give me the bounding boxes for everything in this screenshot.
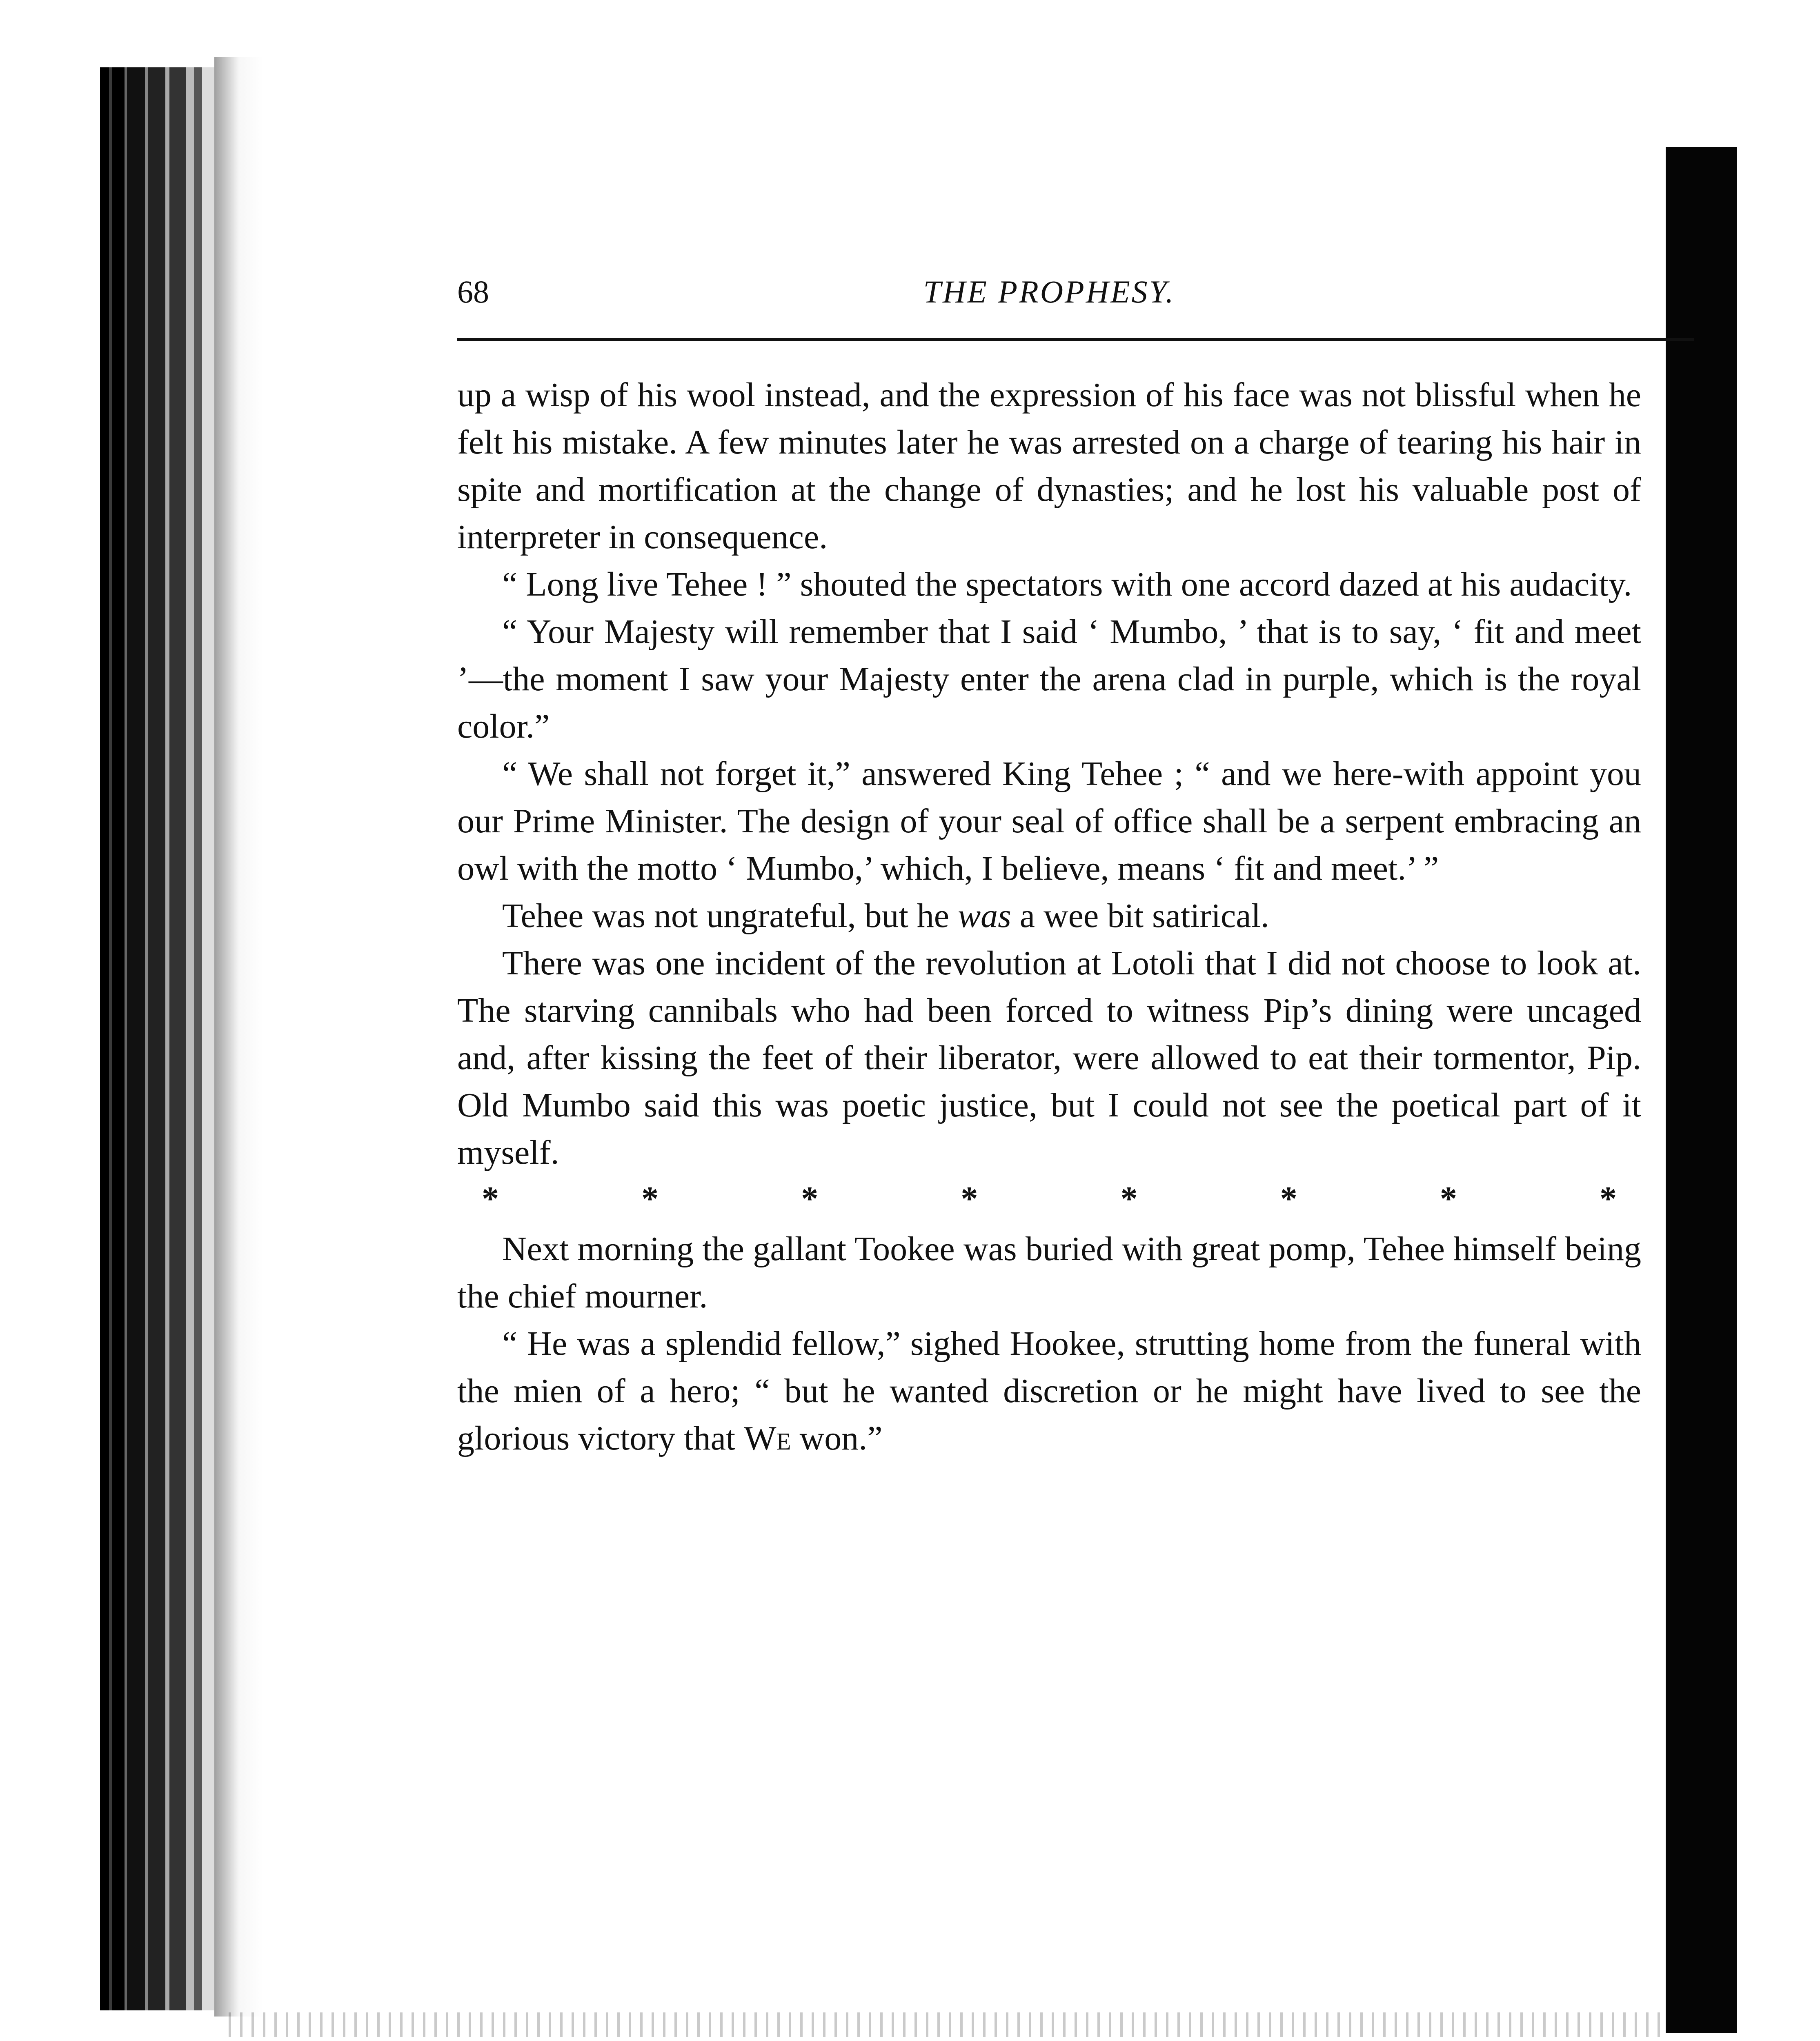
paragraph-continuation: up a wisp of his wool instead, and the expression of his face was not blissful when he felt his mistake. A few minutes later he was arrested on a charge of tearing his hair in spite and mortification at the change of dynasties; and he lost his valuable post of interpreter in consequence. bbox=[457, 376, 1641, 556]
paragraph-satirical-part1: Tehee was not ungrateful, but he bbox=[502, 897, 958, 935]
paragraph-prime-minister: “ We shall not forget it,” answered King Tehee ; “ and we here-with appoint you our Prime Minister. The design of your seal of office shall be a serpent embracing an owl with the motto ‘ Mumbo,’ which, I believe, means ‘ fit and meet.’ ” bbox=[457, 755, 1641, 887]
running-head bbox=[457, 261, 1641, 310]
emphasis-was: was bbox=[958, 897, 1011, 935]
paragraph-funeral: Next morning the gallant Tookee was buried with great pomp, Tehee himself being the chief mourner. bbox=[457, 1230, 1641, 1315]
separator-star: * bbox=[961, 1180, 978, 1218]
paragraph-hookee-part2: won.” bbox=[791, 1419, 883, 1457]
paragraph-hookee bbox=[457, 1320, 1641, 1462]
paragraph-mumbo-remark: “ Your Majesty will remember that I said ‘ Mumbo, ’ that is to say, ‘ fit and meet ’—the moment I saw your Majesty enter the arena clad in purple, which is the royal color.” bbox=[457, 613, 1641, 745]
scan-edge-right bbox=[1666, 147, 1737, 2033]
paragraph-hookee-part1: “ He was a splendid fellow,” sighed Hookee, strutting home from the funeral with the mien of a hero; “ but he wanted discretion or he might have lived to see the glorious victory that bbox=[457, 1325, 1641, 1457]
running-title: THE PROPHESY. bbox=[923, 274, 1175, 309]
book-page bbox=[457, 261, 1641, 1457]
paragraph-revolution-incident: There was one incident of the revolution at Lotoli that I did not choose to look at. The starving cannibals who had been forced to witness Pip’s dining were uncaged and, after kissing the feet of their liberator, were allowed to eat their tormentor, Pip. Old Mumbo said this was poetic justice, but I could not see the poetical part of it myself. bbox=[457, 944, 1641, 1172]
scan-binding-left bbox=[100, 67, 214, 2010]
separator-star: * bbox=[1120, 1180, 1138, 1218]
separator-star: * bbox=[1280, 1180, 1297, 1218]
separator-star: * bbox=[482, 1180, 499, 1218]
paragraph-long-live: “ Long live Tehee ! ” shouted the spectators with one accord dazed at his audacity. bbox=[502, 565, 1632, 603]
page-number: 68 bbox=[457, 274, 489, 309]
body-text bbox=[457, 371, 1641, 1462]
scan-edge-bottom bbox=[229, 2012, 1666, 2037]
scan-binding-shadow bbox=[214, 57, 263, 2017]
separator-star: * bbox=[1599, 1180, 1617, 1218]
section-separator bbox=[457, 1176, 1641, 1221]
separator-star: * bbox=[801, 1180, 819, 1218]
separator-star: * bbox=[641, 1180, 659, 1218]
header-rule bbox=[457, 338, 1694, 341]
paragraph-satirical bbox=[457, 892, 1641, 940]
separator-star: * bbox=[1440, 1180, 1457, 1218]
paragraph-satirical-part2: a wee bit satirical. bbox=[1011, 897, 1269, 935]
smallcaps-we: We bbox=[744, 1419, 791, 1457]
